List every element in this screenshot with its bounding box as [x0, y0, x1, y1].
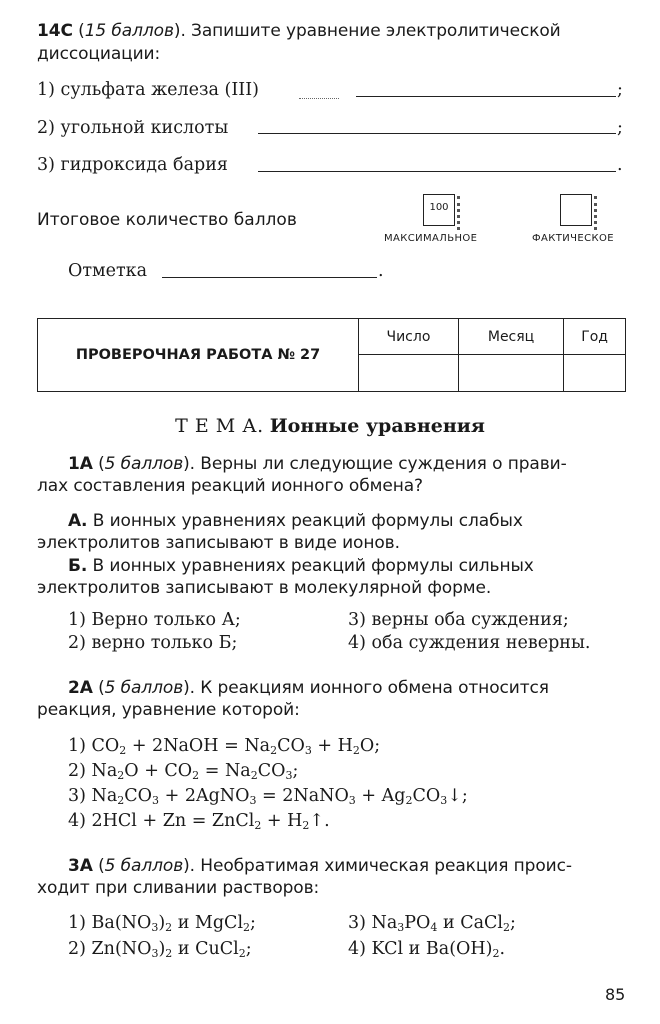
work-header-table [37, 318, 626, 392]
statement-a [68, 510, 523, 532]
task-points: 5 баллов [104, 856, 184, 876]
answer-end-2: ; [617, 118, 623, 138]
column-header-year: Год [564, 319, 626, 355]
task-2a-option-3[interactable]: 3) $Na_2CO_3$ + 2AgNO$_3$ = 2NaNO$_3$ + $Ag_2CO_3↓$; [68, 786, 468, 807]
task-number: 14С [37, 21, 73, 41]
task-number: 1А [68, 454, 93, 474]
statement-b [68, 555, 534, 577]
task-points: 5 баллов [104, 678, 184, 698]
task-2a-option-4[interactable]: 4) 2HCl + Zn = ZnCl$_2$ + $H_2↑$. [68, 811, 330, 832]
task-1a-intro: 1А (5 баллов). Верны ли следующие суждения о прави- [68, 454, 567, 474]
column-header-month: Месяц [458, 319, 563, 355]
grade-end: . [378, 261, 384, 281]
task-3a-intro: 3А (5 баллов). Необратимая химическая реакция проис- [68, 856, 572, 876]
answer-label-2: 2) угольной кислоты [37, 118, 229, 138]
answer-line-2[interactable] [258, 133, 616, 134]
score-label: Итоговое количество баллов [37, 210, 297, 230]
work-title: ПРОВЕРОЧНАЯ РАБОТА № 27 [75, 347, 321, 363]
answer-label-3: 3) гидроксида бария [37, 155, 228, 175]
task-2a-option-2[interactable]: 2) $Na_2O + CO_2 = Na_2CO_3$; [68, 761, 299, 782]
statement-b-line2: электролитов записывают в молекулярной форме. [37, 578, 492, 598]
task-text: . Верны ли следующие суждения о прави- [189, 454, 567, 474]
task-3a-intro-line2: ходит при сливании растворов: [37, 878, 320, 898]
statement-text: В ионных уравнениях реакций формулы слабых [92, 511, 523, 531]
task-2a-intro-line2: реакция, уравнение которой: [37, 700, 300, 720]
grade-line[interactable] [162, 277, 377, 278]
task-number: 2А [68, 678, 93, 698]
actual-score-box[interactable] [560, 194, 592, 226]
max-score-label: МАКСИМАЛЬНОЕ [384, 233, 478, 244]
date-month-cell[interactable] [458, 355, 563, 392]
task-text: . Необратимая химическая реакция проис- [189, 856, 572, 876]
answer-label-1: 1) сульфата железа (III) [37, 80, 259, 100]
grade-label: Отметка [68, 261, 148, 281]
date-day-cell[interactable] [359, 355, 459, 392]
date-year-cell[interactable] [564, 355, 626, 392]
statement-a-line2: электролитов записывают в виде ионов. [37, 533, 400, 553]
answer-end-1: ; [617, 80, 623, 100]
answer-dots-1 [299, 98, 339, 99]
task-3a-option-2[interactable]: 2) $Zn(NO_3)_2$ и CuCl$_2$; [68, 939, 252, 960]
task-3a-option-3[interactable]: 3) $Na_3PO_4$ и CaCl$_2$; [348, 913, 516, 934]
topic-title: Ионные уравнения [269, 415, 485, 437]
answer-line-3[interactable] [258, 171, 616, 172]
task-3a-option-1[interactable]: 1) $Ba(NO_3)_2$ и MgCl$_2$; [68, 913, 256, 934]
statement-text: В ионных уравнениях реакций формулы сильных [92, 556, 534, 576]
task-points: 5 баллов [104, 454, 184, 474]
task-1a-option-2[interactable]: 2) верно только Б; [68, 633, 238, 653]
task-2a-intro: 2А (5 баллов). К реакциям ионного обмена относится [68, 678, 549, 698]
actual-score-label: ФАКТИЧЕСКОЕ [532, 233, 614, 244]
task-3a-option-4[interactable]: 4) KCl и $Ba(OH)_2$. [348, 939, 506, 960]
page-number: 85 [605, 985, 626, 1004]
statement-letter: А. [68, 511, 88, 531]
task-text: . К реакциям ионного обмена относится [189, 678, 549, 698]
task-14c-intro-line2: диссоциации: [37, 44, 161, 64]
task-1a-option-3[interactable]: 3) верны оба суждения; [348, 610, 569, 630]
task-2a-option-1[interactable]: 1) $CO_2$ + 2NaOH = $Na_2CO_3 + H_2O$; [68, 736, 381, 757]
work-title-cell [38, 319, 359, 392]
task-1a-intro-line2: лах составления реакций ионного обмена? [37, 476, 423, 496]
topic-prefix: Т Е М А. [175, 415, 264, 437]
topic-heading [0, 415, 660, 437]
task-14c-intro: 14С (15 баллов). Запишите уравнение электролитической [37, 21, 561, 41]
task-points: 15 баллов [84, 21, 174, 41]
max-score-value: 100 [429, 202, 449, 213]
column-header-day: Число [359, 319, 459, 355]
task-1a-option-4[interactable]: 4) оба суждения неверны. [348, 633, 591, 653]
task-number: 3А [68, 856, 93, 876]
answer-end-3: . [617, 155, 623, 175]
task-1a-option-1[interactable]: 1) Верно только А; [68, 610, 241, 630]
statement-letter: Б. [68, 556, 88, 576]
task-text: . Запишите уравнение электролитической [180, 21, 561, 41]
max-score-box [423, 194, 455, 226]
answer-line-1[interactable] [356, 96, 616, 97]
